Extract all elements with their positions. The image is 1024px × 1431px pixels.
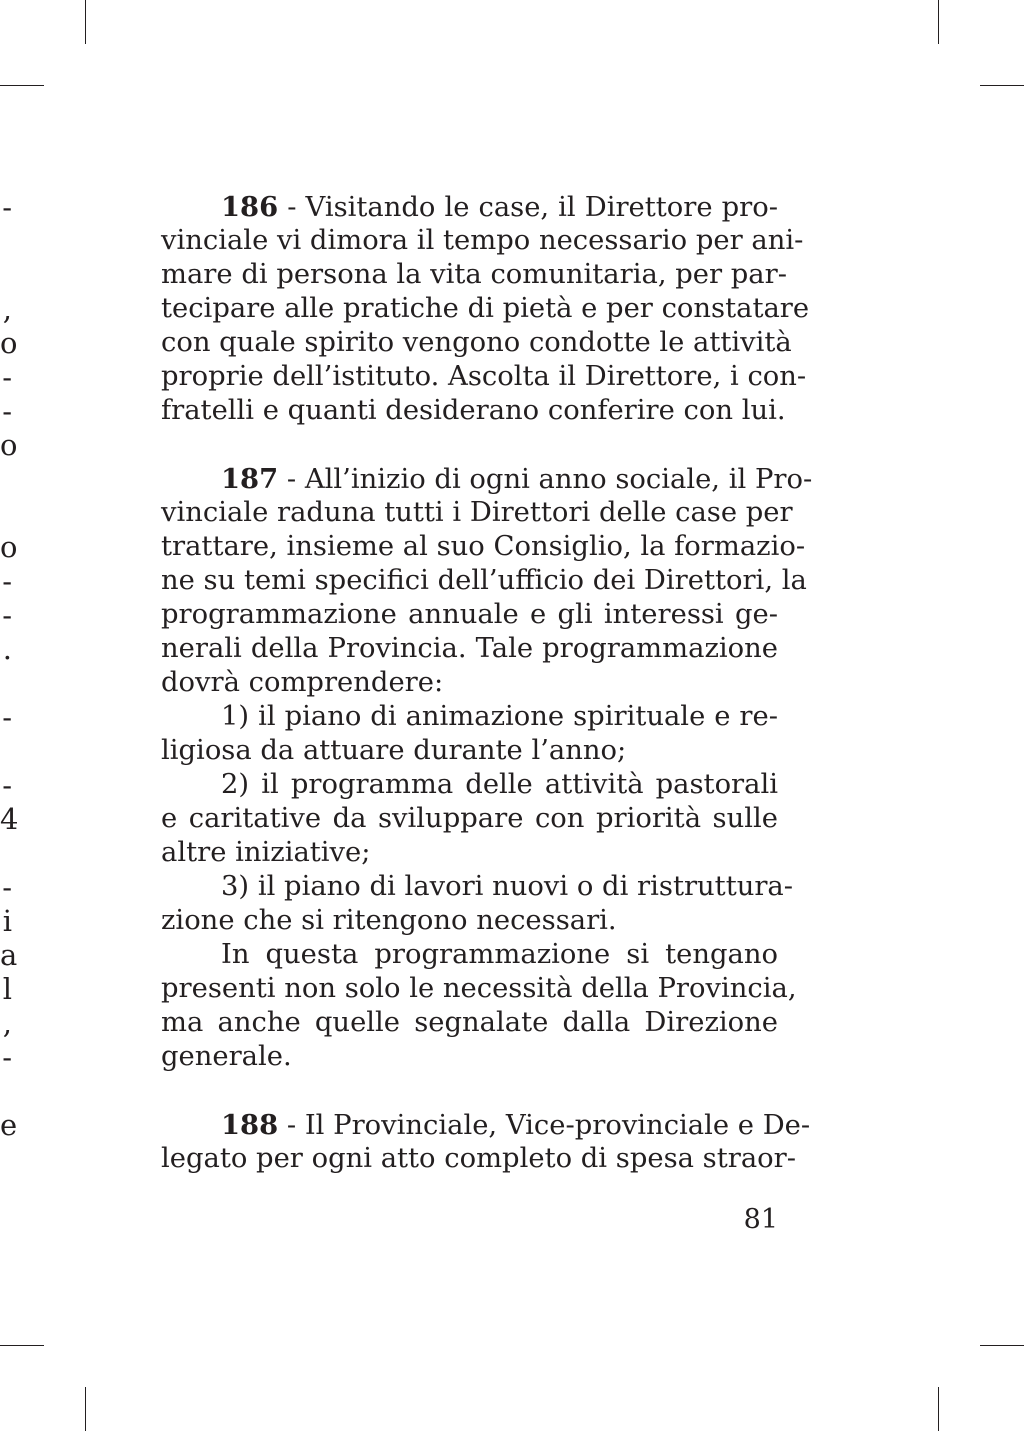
bleed-char: l	[2, 972, 12, 1006]
paragraph-first-line	[161, 1108, 811, 1142]
line-text: - All’inizio di ogni anno sociale, il Pro-	[278, 464, 813, 495]
bleed-char: .	[2, 632, 12, 666]
list-item-2-line: e caritative da sviluppare con priorità sulle	[161, 803, 778, 834]
paragraph-first-line	[161, 462, 813, 496]
bleed-char: -	[2, 598, 12, 632]
crop-mark-top-left	[85, 0, 86, 44]
crop-mark-right-top	[980, 85, 1024, 86]
bleed-char: -	[2, 768, 12, 802]
paragraph-186	[161, 190, 810, 428]
bleed-char	[0, 734, 12, 768]
closing-sentence-line: In questa programmazione si tengano	[221, 939, 778, 970]
bleed-char	[0, 836, 12, 870]
text-line: programmazione annuale e gli interessi ge-	[161, 599, 778, 630]
crop-mark-top-right	[938, 0, 939, 44]
article-number: 186	[221, 191, 279, 223]
bleed-char: -	[2, 360, 12, 394]
bleed-char: ,	[2, 1006, 12, 1040]
crop-mark-right-bottom	[980, 1345, 1024, 1346]
page-body	[161, 190, 813, 1176]
bleed-char	[0, 258, 12, 292]
text-line: mare di persona la vita comunitaria, per par-	[161, 259, 787, 290]
page-number: 81	[743, 1204, 778, 1235]
article-number: 187	[221, 463, 279, 495]
text-line: vinciale raduna tutti i Direttori delle case per	[161, 497, 793, 528]
bleed-char: o	[0, 530, 18, 564]
list-item-3-line: 3) il piano di lavori nuovi o di ristruttura-	[221, 871, 794, 902]
bleed-char: -	[2, 700, 12, 734]
bleed-char: -	[2, 1040, 12, 1074]
crop-mark-left-bottom	[0, 1345, 44, 1346]
line-text: - Visitando le case, il Direttore pro-	[278, 192, 778, 223]
list-item-2-line: 2) il programma delle attività pastorali	[221, 769, 778, 800]
bleed-char: -	[2, 394, 12, 428]
paragraph-gap	[161, 428, 778, 462]
text-line: ne su temi specifici dell’ufficio dei Direttori, la	[161, 565, 807, 596]
paragraph-gap	[161, 1074, 778, 1108]
text-line: tecipare alle pratiche di pietà e per constatare	[161, 293, 810, 324]
bleed-char	[0, 666, 12, 700]
text-line: vinciale vi dimora il tempo necessario per ani-	[161, 225, 804, 256]
crop-mark-bottom-left	[85, 1387, 86, 1431]
paragraph-first-line	[161, 190, 778, 224]
bleed-char	[0, 462, 12, 496]
list-item-3-line: zione che si ritengono necessari.	[161, 905, 617, 936]
closing-sentence-line: ma anche quelle segnalate dalla Direzione	[161, 1007, 778, 1038]
bleed-char: e	[0, 1108, 18, 1142]
closing-sentence-line: generale.	[161, 1041, 292, 1072]
list-item-1-line: 1) il piano di animazione spirituale e re-	[221, 701, 778, 732]
closing-sentence-line: presenti non solo le necessità della Provincia,	[161, 973, 797, 1004]
text-line: fratelli e quanti desiderano conferire con lui.	[161, 395, 786, 426]
text-line: dovrà comprendere:	[161, 667, 444, 698]
bleed-char: 4	[0, 802, 19, 836]
crop-mark-bottom-right	[938, 1387, 939, 1431]
article-number: 188	[221, 1109, 279, 1141]
bleed-char: o	[0, 428, 18, 462]
text-line: legato per ogni atto completo di spesa straor-	[161, 1143, 796, 1174]
list-item-1-line: ligiosa da attuare durante l’anno;	[161, 735, 627, 766]
bleed-char: a	[0, 938, 18, 972]
bleed-char	[0, 1074, 12, 1108]
paragraph-187	[161, 462, 813, 1074]
text-line: trattare, insieme al suo Consiglio, la formazio-	[161, 531, 806, 562]
bleed-char: i	[2, 904, 12, 938]
adjacent-page-bleed	[0, 190, 19, 1142]
text-line: proprie dell’istituto. Ascolta il Direttore, i con-	[161, 361, 807, 392]
list-item-2-line: altre iniziative;	[161, 837, 371, 868]
text-line: con quale spirito vengono condotte le attività	[161, 327, 792, 358]
bleed-char	[0, 224, 12, 258]
bleed-char: -	[2, 564, 12, 598]
line-text: - Il Provinciale, Vice-provinciale e De-	[278, 1110, 811, 1141]
text-line: nerali della Provincia. Tale programmazione	[161, 633, 778, 664]
paragraph-188	[161, 1108, 811, 1176]
bleed-char: -	[2, 190, 12, 224]
bleed-char: ,	[2, 292, 12, 326]
crop-mark-left-top	[0, 85, 44, 86]
bleed-char: o	[0, 326, 18, 360]
bleed-char	[0, 496, 12, 530]
bleed-char: -	[2, 870, 12, 904]
